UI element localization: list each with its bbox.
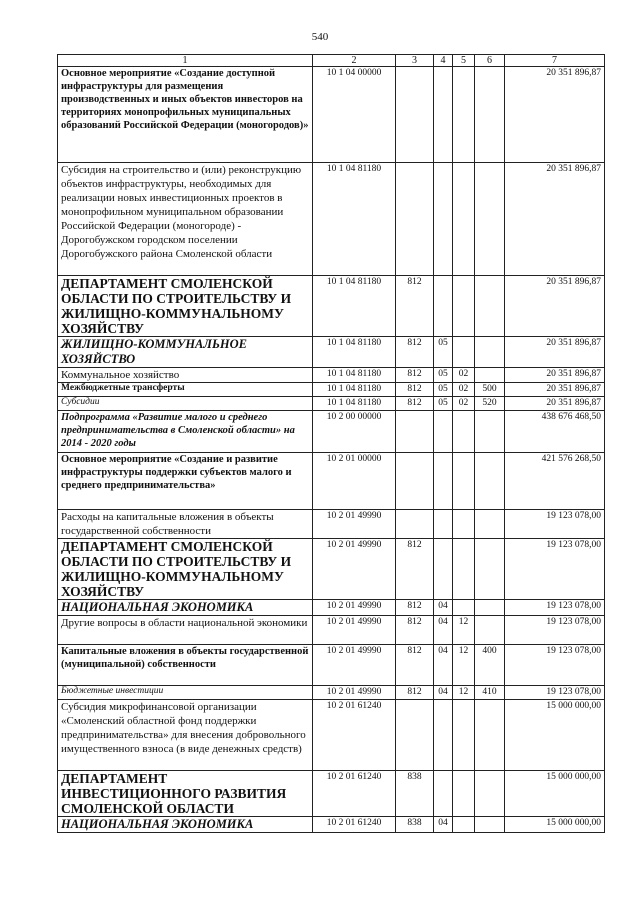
target-code: 10 2 01 49990 <box>313 686 396 700</box>
amount: 19 123 078,00 <box>505 686 605 700</box>
header-cell: 3 <box>396 55 434 67</box>
department-code: 812 <box>396 600 434 616</box>
department-code <box>396 67 434 163</box>
department-code: 812 <box>396 645 434 686</box>
target-code: 10 1 04 81180 <box>313 368 396 383</box>
expense-type <box>475 616 505 645</box>
table-row <box>58 510 605 539</box>
section-code: 05 <box>434 337 453 368</box>
row-name: НАЦИОНАЛЬНАЯ ЭКОНОМИКА <box>58 817 313 833</box>
department-code: 812 <box>396 337 434 368</box>
amount: 19 123 078,00 <box>505 510 605 539</box>
section-code: 05 <box>434 383 453 397</box>
amount: 19 123 078,00 <box>505 645 605 686</box>
table-row <box>58 67 605 163</box>
section-code <box>434 771 453 817</box>
table-row <box>58 276 605 337</box>
expense-type <box>475 817 505 833</box>
target-code: 10 2 01 49990 <box>313 600 396 616</box>
expense-type <box>475 771 505 817</box>
amount: 19 123 078,00 <box>505 539 605 600</box>
expense-type: 520 <box>475 397 505 411</box>
expense-type <box>475 411 505 453</box>
target-code: 10 2 01 49990 <box>313 645 396 686</box>
amount: 20 351 896,87 <box>505 368 605 383</box>
department-code: 812 <box>396 686 434 700</box>
section-code <box>434 700 453 771</box>
row-name: Межбюджетные трансферты <box>58 383 313 397</box>
subsection-code: 12 <box>453 686 475 700</box>
subsection-code <box>453 276 475 337</box>
target-code: 10 2 01 49990 <box>313 510 396 539</box>
target-code: 10 1 04 81180 <box>313 276 396 337</box>
expense-type <box>475 337 505 368</box>
subsection-code <box>453 163 475 276</box>
target-code: 10 1 04 81180 <box>313 337 396 368</box>
row-name: ДЕПАРТАМЕНТ СМОЛЕНСКОЙ ОБЛАСТИ ПО СТРОИТЕЛЬСТВУ И ЖИЛИЩНО-КОММУНАЛЬНОМУ ХОЗЯЙСТВУ <box>58 276 313 337</box>
target-code: 10 1 04 81180 <box>313 383 396 397</box>
expense-type <box>475 453 505 510</box>
row-name: Коммунальное хозяйство <box>58 368 313 383</box>
amount: 421 576 268,50 <box>505 453 605 510</box>
amount: 15 000 000,00 <box>505 700 605 771</box>
header-cell: 5 <box>453 55 475 67</box>
department-code: 838 <box>396 771 434 817</box>
department-code <box>396 411 434 453</box>
target-code: 10 2 01 49990 <box>313 539 396 600</box>
table-row <box>58 771 605 817</box>
row-name: Субсидии <box>58 397 313 411</box>
expense-type <box>475 276 505 337</box>
target-code: 10 1 04 81180 <box>313 163 396 276</box>
expense-type <box>475 510 505 539</box>
section-code <box>434 67 453 163</box>
amount: 20 351 896,87 <box>505 383 605 397</box>
section-code <box>434 539 453 600</box>
amount: 15 000 000,00 <box>505 771 605 817</box>
row-name: Подпрограмма «Развитие малого и среднего предпринимательства в Смоленской области» на 2014 - 2020 годы <box>58 411 313 453</box>
expense-type <box>475 539 505 600</box>
budget-table <box>57 54 605 833</box>
department-code <box>396 453 434 510</box>
table-row <box>58 337 605 368</box>
subsection-code <box>453 411 475 453</box>
section-code <box>434 276 453 337</box>
row-name: Основное мероприятие «Создание и развитие инфраструктуры поддержки субъектов малого и среднего предпринимательства» <box>58 453 313 510</box>
department-code: 812 <box>396 539 434 600</box>
header-cell: 2 <box>313 55 396 67</box>
table-row <box>58 453 605 510</box>
subsection-code <box>453 453 475 510</box>
target-code: 10 2 01 00000 <box>313 453 396 510</box>
section-code <box>434 453 453 510</box>
department-code: 812 <box>396 383 434 397</box>
row-name: Основное мероприятие «Создание доступной инфраструктуры для размещения производственных и иных объектов инвесторов на территориях монопрофильных муниципальных образований Российской Федерации (моногородов)» <box>58 67 313 163</box>
row-name: Бюджетные инвестиции <box>58 686 313 700</box>
department-code <box>396 163 434 276</box>
header-cell: 7 <box>505 55 605 67</box>
expense-type <box>475 700 505 771</box>
amount: 20 351 896,87 <box>505 163 605 276</box>
row-name: Субсидия на строительство и (или) реконструкцию объектов инфраструктуры, необходимых для реализации новых инвестиционных проектов в монопрофильном муниципальном образовании Российской Федерации (моногороде) - Дорогобужском городском поселении Дорогобужского района Смоленской области <box>58 163 313 276</box>
amount: 15 000 000,00 <box>505 817 605 833</box>
row-name: НАЦИОНАЛЬНАЯ ЭКОНОМИКА <box>58 600 313 616</box>
expense-type: 410 <box>475 686 505 700</box>
amount: 20 351 896,87 <box>505 67 605 163</box>
section-code <box>434 510 453 539</box>
header-cell: 1 <box>58 55 313 67</box>
subsection-code <box>453 67 475 163</box>
table-row <box>58 539 605 600</box>
subsection-code: 12 <box>453 645 475 686</box>
amount: 20 351 896,87 <box>505 276 605 337</box>
department-code <box>396 510 434 539</box>
department-code: 812 <box>396 368 434 383</box>
expense-type <box>475 67 505 163</box>
header-row <box>58 55 605 67</box>
table-row <box>58 616 605 645</box>
table-row <box>58 383 605 397</box>
section-code: 04 <box>434 645 453 686</box>
section-code: 04 <box>434 616 453 645</box>
target-code: 10 1 04 00000 <box>313 67 396 163</box>
department-code <box>396 700 434 771</box>
table-row <box>58 368 605 383</box>
page-number: 540 <box>311 31 329 43</box>
target-code: 10 2 01 61240 <box>313 817 396 833</box>
subsection-code <box>453 771 475 817</box>
section-code: 04 <box>434 817 453 833</box>
row-name: Капитальные вложения в объекты государственной (муниципальной) собственности <box>58 645 313 686</box>
target-code: 10 1 04 81180 <box>313 397 396 411</box>
section-code: 05 <box>434 397 453 411</box>
expense-type <box>475 163 505 276</box>
amount: 438 676 468,50 <box>505 411 605 453</box>
subsection-code: 02 <box>453 368 475 383</box>
expense-type: 500 <box>475 383 505 397</box>
department-code: 838 <box>396 817 434 833</box>
row-name: ДЕПАРТАМЕНТ СМОЛЕНСКОЙ ОБЛАСТИ ПО СТРОИТЕЛЬСТВУ И ЖИЛИЩНО-КОММУНАЛЬНОМУ ХОЗЯЙСТВУ <box>58 539 313 600</box>
subsection-code <box>453 600 475 616</box>
subsection-code <box>453 817 475 833</box>
row-name: Субсидия микрофинансовой организации «Смоленский областной фонд поддержки предпринимательства» для внесения добровольного имущественного взноса (в виде денежных средств) <box>58 700 313 771</box>
subsection-code <box>453 700 475 771</box>
amount: 20 351 896,87 <box>505 397 605 411</box>
subsection-code: 12 <box>453 616 475 645</box>
row-name: Расходы на капитальные вложения в объекты государственной собственности <box>58 510 313 539</box>
amount: 19 123 078,00 <box>505 616 605 645</box>
department-code: 812 <box>396 616 434 645</box>
department-code: 812 <box>396 397 434 411</box>
row-name: ЖИЛИЩНО-КОММУНАЛЬНОЕ ХОЗЯЙСТВО <box>58 337 313 368</box>
expense-type: 400 <box>475 645 505 686</box>
expense-type <box>475 600 505 616</box>
amount: 19 123 078,00 <box>505 600 605 616</box>
table-row <box>58 645 605 686</box>
amount: 20 351 896,87 <box>505 337 605 368</box>
subsection-code <box>453 539 475 600</box>
table-row <box>58 817 605 833</box>
header-cell: 6 <box>475 55 505 67</box>
section-code: 05 <box>434 368 453 383</box>
subsection-code <box>453 510 475 539</box>
subsection-code: 02 <box>453 397 475 411</box>
subsection-code: 02 <box>453 383 475 397</box>
section-code: 04 <box>434 686 453 700</box>
expense-type <box>475 368 505 383</box>
header-cell: 4 <box>434 55 453 67</box>
target-code: 10 2 01 49990 <box>313 616 396 645</box>
department-code: 812 <box>396 276 434 337</box>
target-code: 10 2 00 00000 <box>313 411 396 453</box>
section-code: 04 <box>434 600 453 616</box>
table-row <box>58 686 605 700</box>
table-row <box>58 411 605 453</box>
table-row <box>58 397 605 411</box>
row-name: ДЕПАРТАМЕНТ ИНВЕСТИЦИОННОГО РАЗВИТИЯ СМОЛЕНСКОЙ ОБЛАСТИ <box>58 771 313 817</box>
section-code <box>434 411 453 453</box>
target-code: 10 2 01 61240 <box>313 771 396 817</box>
row-name: Другие вопросы в области национальной экономики <box>58 616 313 645</box>
subsection-code <box>453 337 475 368</box>
table-row <box>58 163 605 276</box>
table-row <box>58 700 605 771</box>
target-code: 10 2 01 61240 <box>313 700 396 771</box>
section-code <box>434 163 453 276</box>
table-row <box>58 600 605 616</box>
